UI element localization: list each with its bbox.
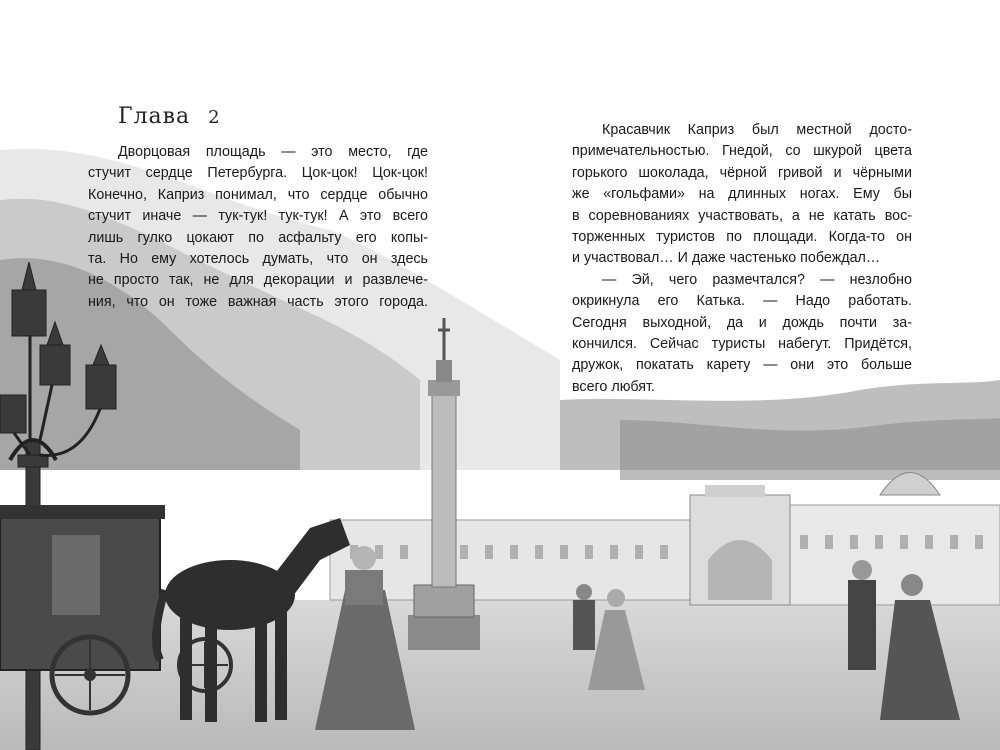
text-line: Красавчик Каприз был местной досто-	[602, 122, 912, 138]
text-line: горького шоколада, чёрной гривой и чёрными	[572, 164, 912, 181]
text-line: кончился. Сейчас туристы набегут. Придётся,	[572, 336, 912, 353]
text-line: и участвовал… И даже частенько побеждал…	[572, 250, 881, 267]
text-line: не просто так, не для декорации и развлече-	[88, 272, 428, 289]
chapter-word: Глава	[118, 104, 191, 129]
text-line: всего любят.	[572, 378, 655, 395]
text-line: ния, что он тоже важная часть этого города.	[88, 293, 428, 310]
left-text-column	[88, 142, 428, 313]
text-line: примечательностью. Гнедой, со шкурой цвета	[572, 143, 912, 160]
text-line: лишь гулко цокают по асфальту его копы-	[88, 229, 428, 246]
chapter-number: 2	[208, 107, 221, 128]
text-line: та. Но ему хотелось думать, что он здесь	[88, 251, 428, 268]
text-line: — Эй, чего размечтался? — незлобно	[602, 271, 912, 288]
text-line: Дворцовая площадь — это место, где	[118, 144, 428, 160]
text-line: же «гольфами» на длинных ногах. Ему бы	[572, 186, 912, 203]
text-line: стучит иначе — тук-тук! тук-тук! А это всего	[88, 208, 428, 225]
text-line: торженных туристов по площади. Когда-то он	[572, 229, 912, 246]
chapter-heading	[118, 104, 221, 129]
text-line: Сегодня выходной, да и дождь почти за-	[572, 314, 912, 331]
text-line: дружок, покатать карету — они это больше	[572, 357, 912, 374]
text-line: Конечно, Каприз понимал, что сердце обычно	[88, 186, 428, 203]
right-text-column	[572, 120, 912, 398]
text-line: стучит сердце Петербурга. Цок-цок! Цок-цок!	[88, 165, 428, 182]
text-line: в соревнованиях участвовать, а не катать вос-	[572, 207, 912, 224]
text-line: окрикнула его Катька. — Надо работать.	[572, 293, 912, 310]
